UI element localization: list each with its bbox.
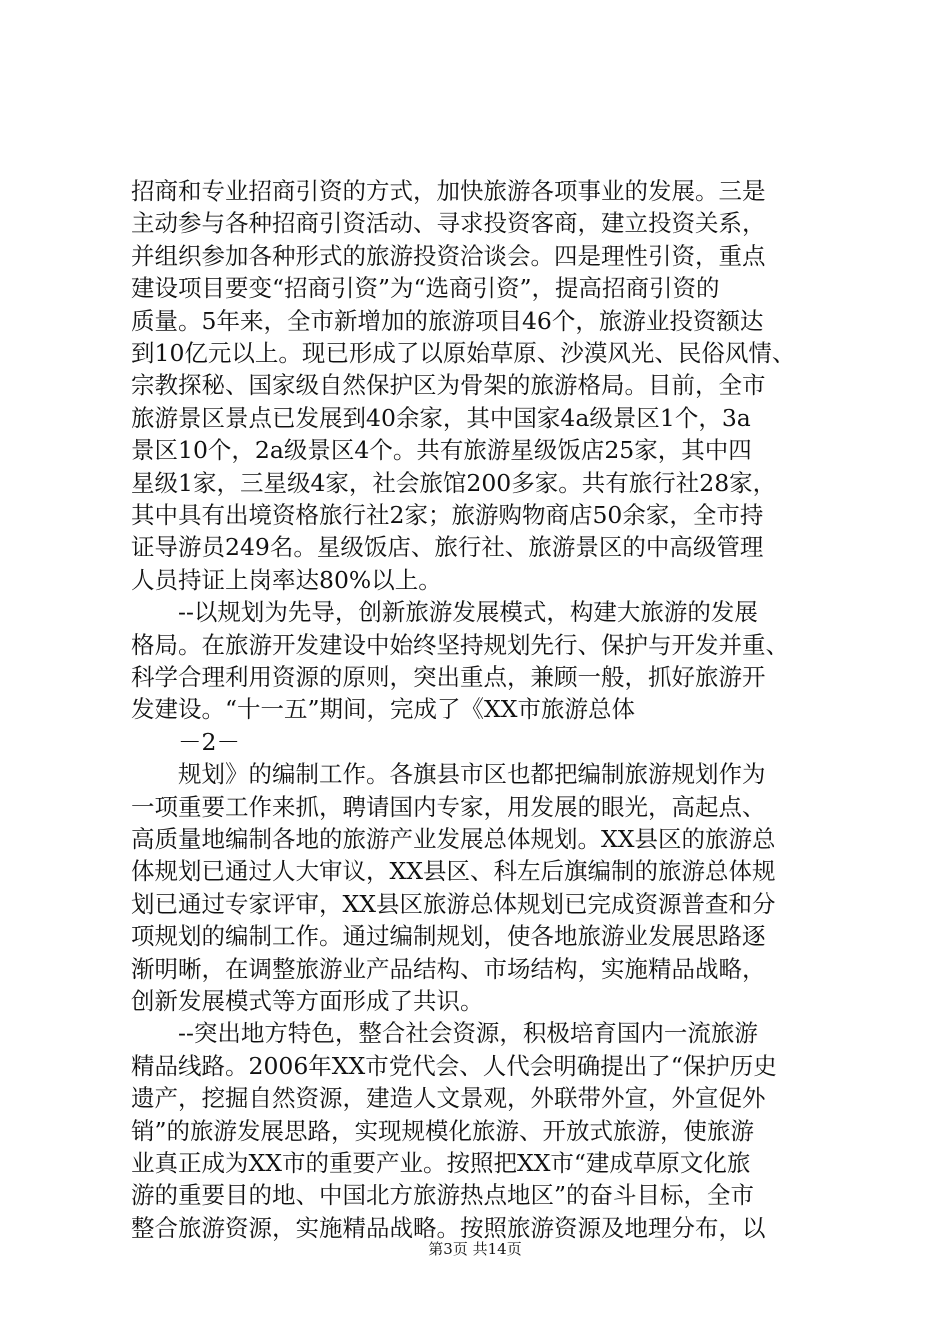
text-line: 人员持证上岗率达80%以上。 [131, 565, 442, 594]
text-line: 并组织参加各种形式的旅游投资洽谈会。四是理性引资，重点 [131, 241, 766, 270]
text-line: 格局。在旅游开发建设中始终坚持规划先行、保护与开发并重、 [131, 630, 789, 659]
text-line: 渐明晰，在调整旅游业产品结构、市场结构，实施精品战略， [131, 954, 766, 983]
text-line: 项规划的编制工作。通过编制规划，使各地旅游业发展思路逐 [131, 922, 766, 951]
text-line: 质量。5年来，全市新增加的旅游项目46个，旅游业投资额达 [131, 306, 764, 335]
text-line: 宗教探秘、国家级自然保护区为骨架的旅游格局。目前，全市 [131, 371, 766, 400]
text-line: 星级1家，三星级4家，社会旅馆200多家。共有旅行社28家， [131, 468, 777, 497]
text-line: 到10亿元以上。现已形成了以原始草原、沙漠风光、民俗风情、 [131, 339, 796, 367]
text-line: 其中具有出境资格旅行社2家；旅游购物商店50余家，全市持 [131, 501, 764, 529]
text-line: --以规划为先导，创新旅游发展模式，构建大旅游的发展 [131, 598, 758, 627]
text-line: 招商和专业招商引资的方式，加快旅游各项事业的发展。三是 [131, 177, 766, 205]
text-line: 划已通过专家评审，XX县区旅游总体规划已完成资源普查和分 [131, 889, 776, 918]
text-line: 规划》的编制工作。各旗县市区也都把编制旅游规划作为 [131, 760, 766, 789]
text-line: 整合旅游资源，实施精品战略。按照旅游资源及地理分布，以 [131, 1213, 766, 1242]
text-line: 创新发展模式等方面形成了共识。 [131, 987, 484, 1015]
text-line: 景区10个，2a级景区4个。共有旅游星级饭店25家，其中四 [131, 436, 752, 465]
text-line: 体规划已通过人大审议，XX县区、科左后旗编制的旅游总体规 [131, 857, 776, 886]
text-line: 销”的旅游发展思路，实现规模化旅游、开放式旅游，使旅游 [131, 1116, 755, 1145]
text-line: --突出地方特色，整合社会资源，积极培育国内一流旅游 [131, 1019, 758, 1048]
text-line: 高质量地编制各地的旅游产业发展总体规划。XX县区的旅游总 [131, 825, 776, 853]
page-footer: 第3页 共14页 [428, 1240, 522, 1258]
text-line: 游的重要目的地、中国北方旅游热点地区”的奋斗目标，全市 [131, 1181, 755, 1210]
text-line: 证导游员249名。星级饭店、旅行社、旅游景区的中高级管理 [131, 533, 764, 562]
text-line: 遗产，挖掘自然资源，建造人文景观，外联带外宣，外宣促外 [131, 1084, 766, 1113]
text-line: 精品线路。2006年XX市党代会、人代会明确提出了“保护历史 [131, 1051, 777, 1080]
text-line: 发建设。“十一五”期间，完成了《XX市旅游总体 [131, 695, 635, 724]
text-line: 业真正成为XX市的重要产业。按照把XX市“建成草原文化旅 [131, 1149, 751, 1177]
text-line: 旅游景区景点已发展到40余家，其中国家4a级景区1个，3a [131, 403, 751, 432]
text-line: 主动参与各种招商引资活动、寻求投资客商，建立投资关系， [131, 209, 766, 238]
text-line: 一项重要工作来抓，聘请国内专家，用发展的眼光，高起点、 [131, 792, 766, 821]
text-line: －2－ [131, 727, 240, 756]
text-line: 科学合理利用资源的原则，突出重点，兼顾一般，抓好旅游开 [131, 663, 766, 691]
text-line: 建设项目要变“招商引资”为“选商引资”，提高招商引资的 [131, 274, 720, 303]
